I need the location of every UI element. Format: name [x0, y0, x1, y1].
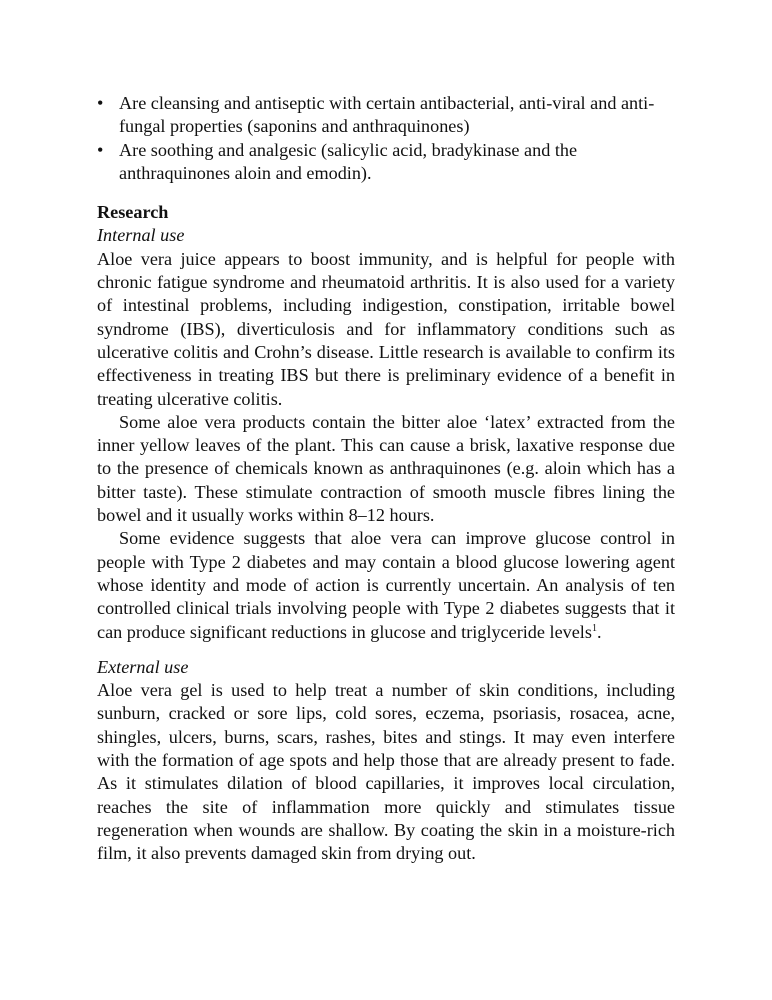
- internal-use-paragraph-1: Aloe vera juice appears to boost immunity, and is helpful for people with chronic fatigue syndrome and rheumatoid arthritis. It is also used for a variety of intestinal problems, including indigestion, constipation, irritable bowel syndrome (IBS), diverticulosis and for inflammatory conditions such as ulcerative colitis and Crohn’s disease. Little research is available to confirm its effectiveness in treating IBS but there is preliminary evidence of a benefit in treating ulcerative colitis.: [97, 248, 675, 409]
- list-item: [97, 92, 675, 139]
- document-page: [97, 92, 675, 866]
- properties-bullet-list: [97, 92, 675, 185]
- paragraph-text: Some evidence suggests that aloe vera can improve glucose control in people with Type 2 diabetes and may contain a blood glucose lowering agent whose identity and mode of action is currently uncertain. An analysis of ten controlled clinical trials involving people with Type 2 diabetes suggests that it can produce significant reductions in glucose and triglyceride levels: [97, 528, 675, 642]
- external-use-heading: External use: [97, 656, 189, 677]
- external-use-paragraph-1: Aloe vera gel is used to help treat a number of skin conditions, including sunburn, cracked or sore lips, cold sores, eczema, psoriasis, rosacea, acne, shingles, ulcers, burns, scars, rashes, bites and stings. It may even interfere with the formation of age spots and help those that are already present to fade. As it stimulates dilation of blood capillaries, it improves local circulation, reaches the site of inflammation more quickly and stimulates tissue regeneration when wounds are shallow. By coating the skin in a moisture-rich film, it also prevents damaged skin from drying out.: [97, 680, 675, 864]
- list-item-text: Are cleansing and antiseptic with certain antibacterial, anti-viral and anti-fungal properties (saponins and anthraquinones): [119, 93, 655, 137]
- research-heading: Research: [97, 202, 169, 223]
- list-item: [97, 139, 675, 186]
- list-item-text: Are soothing and analgesic (salicylic acid, bradykinase and the anthraquinones aloin and emodin).: [119, 139, 578, 183]
- bullet-icon: •: [97, 93, 104, 113]
- internal-use-paragraph-2: Some aloe vera products contain the bitter aloe ‘latex’ extracted from the inner yellow leaves of the plant. This can cause a brisk, laxative response due to the presence of chemicals known as anthraquinones (e.g. aloin which has a bitter taste). These stimulate contraction of smooth muscle fibres lining the bowel and it usually works within 8–12 hours.: [97, 411, 675, 526]
- internal-use-paragraph-3: [97, 527, 675, 643]
- paragraph-end: .: [596, 621, 602, 642]
- internal-use-heading: Internal use: [97, 225, 185, 246]
- footnote-reference[interactable]: 1: [591, 622, 597, 634]
- bullet-icon: •: [97, 139, 104, 160]
